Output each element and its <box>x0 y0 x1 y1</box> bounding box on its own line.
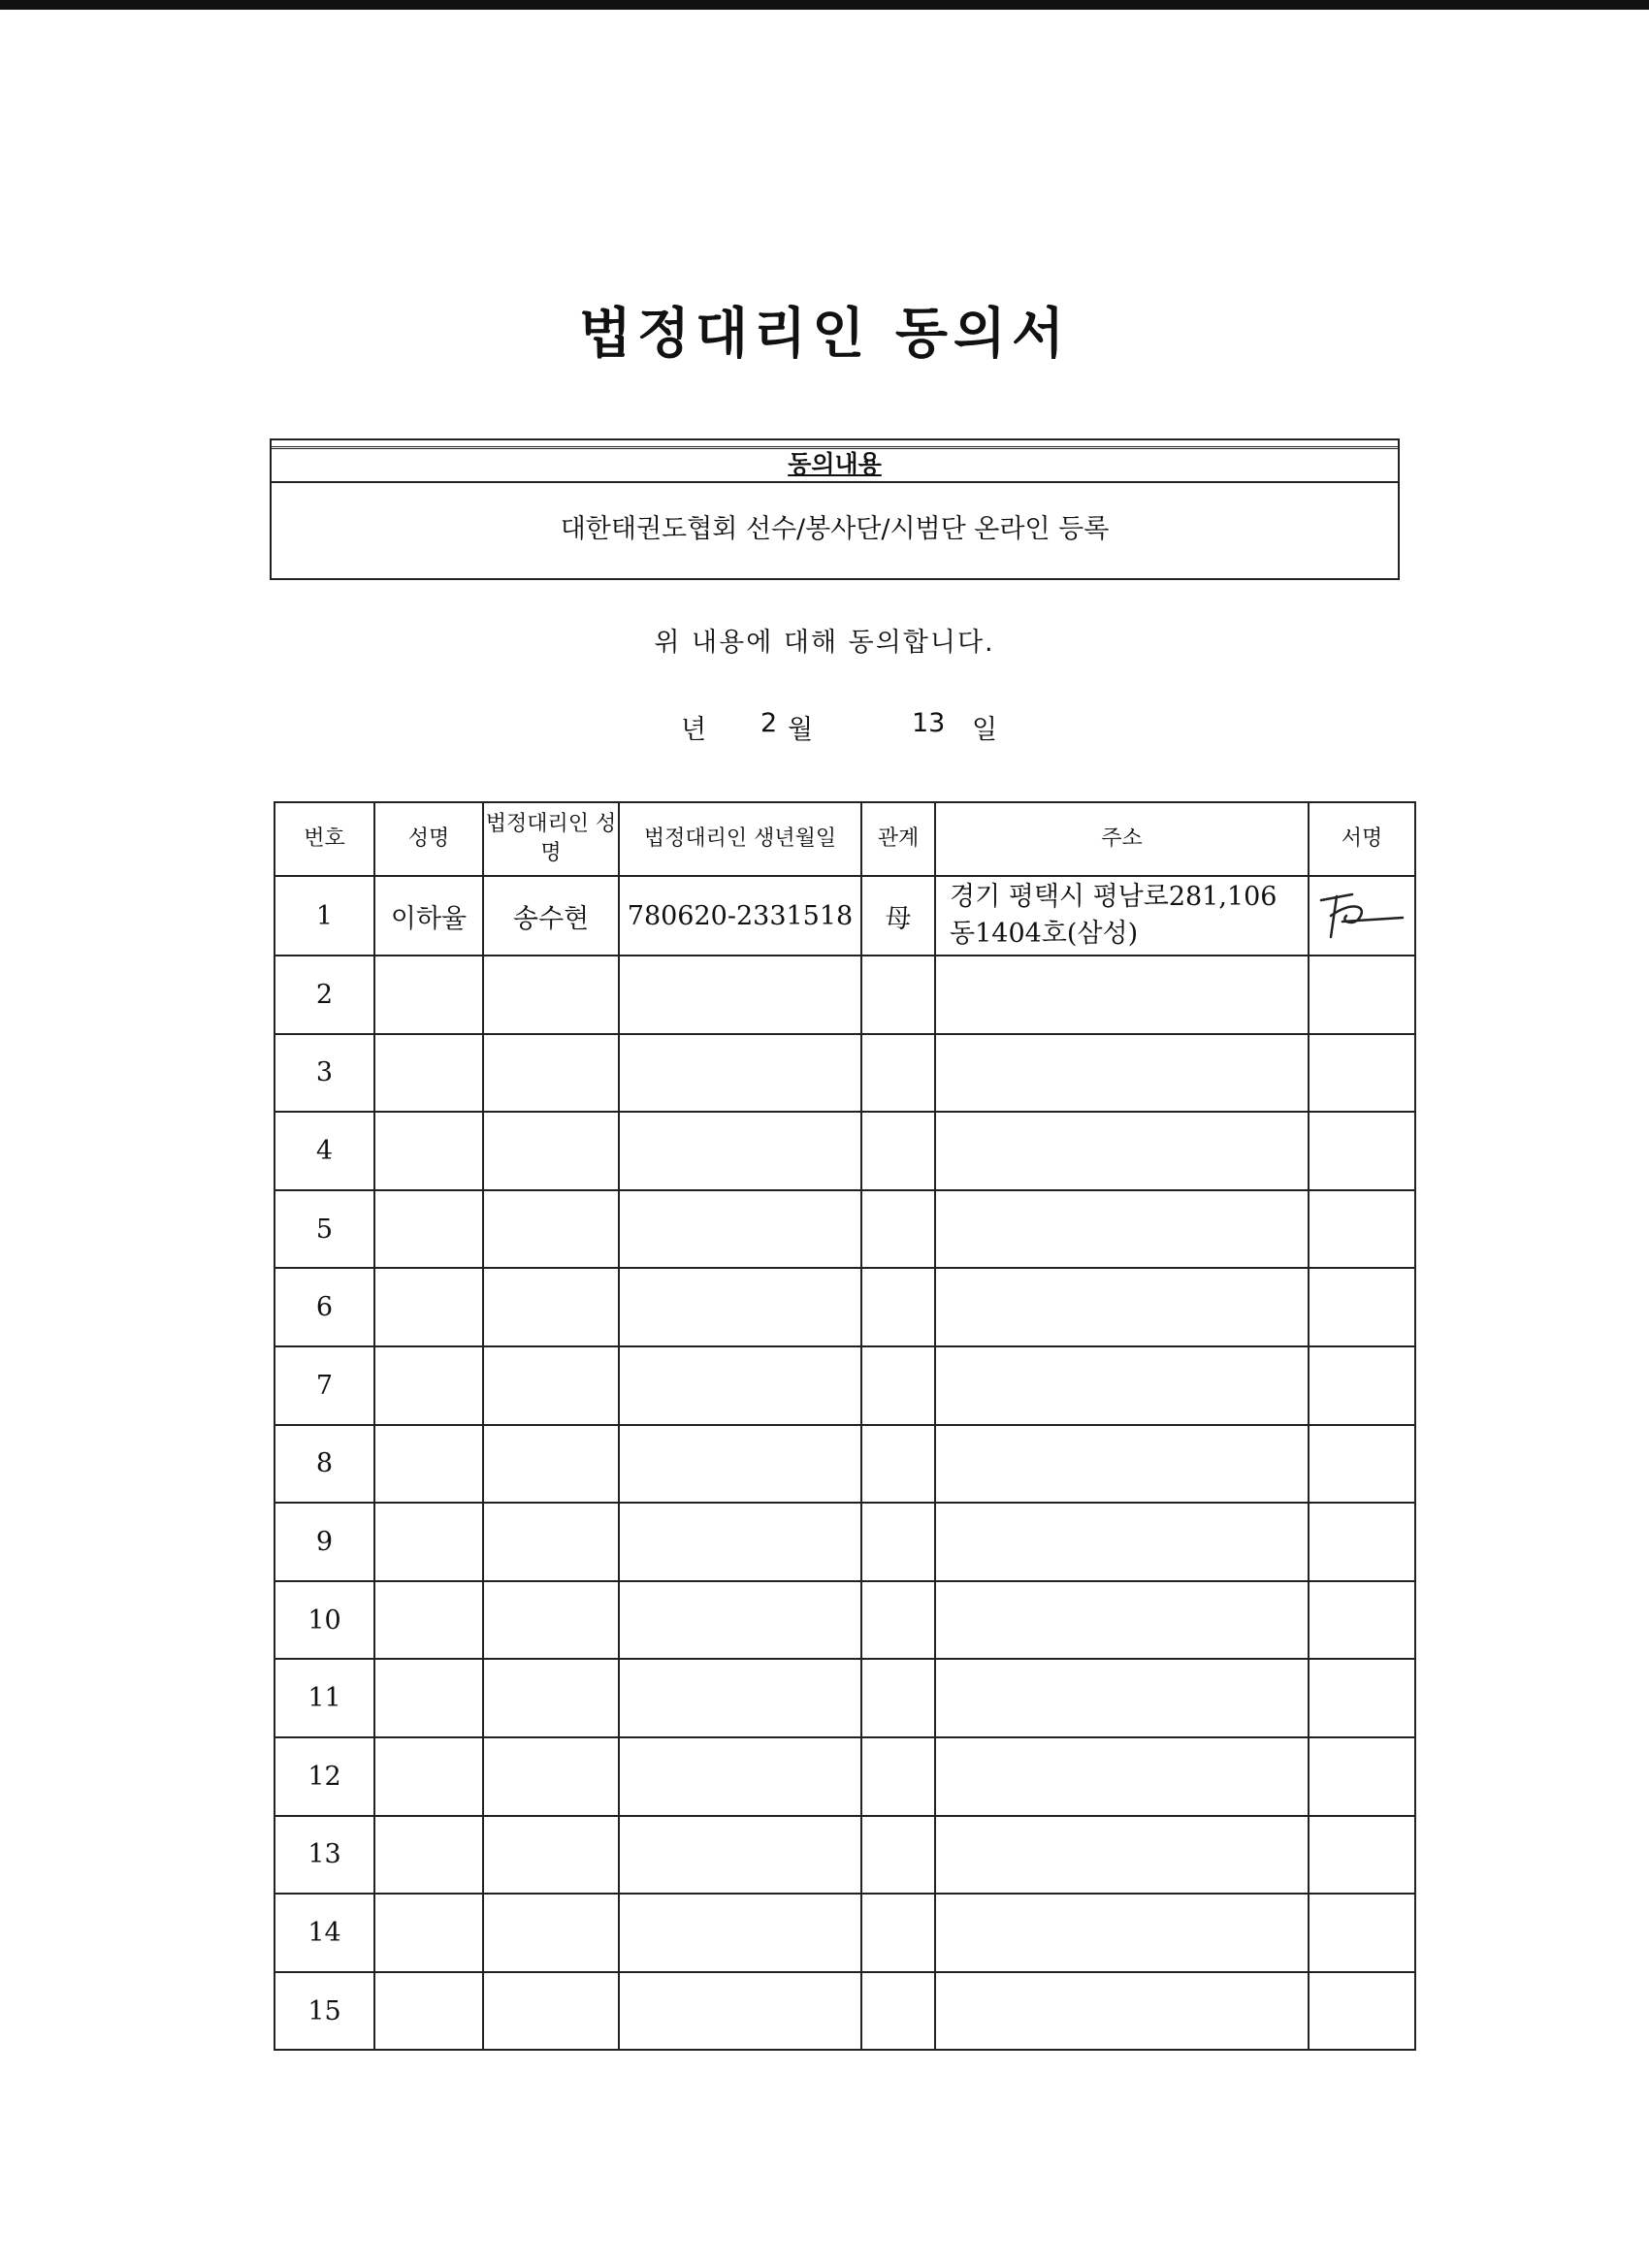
cell-address <box>935 1816 1309 1895</box>
header-guardian-name: 법정대리인 성명 <box>483 802 619 876</box>
cell-guardian-birth <box>619 1503 861 1581</box>
cell-guardian-birth <box>619 1268 861 1346</box>
header-address: 주소 <box>935 802 1309 876</box>
cell-guardian-name <box>483 1737 619 1816</box>
document-title: 법정대리인 동의서 <box>578 303 1071 366</box>
cell-guardian-name <box>483 1268 619 1346</box>
table-row <box>275 1894 1415 1972</box>
cell-relation <box>861 1268 935 1346</box>
table-row <box>275 1190 1415 1269</box>
table-row <box>275 1503 1415 1581</box>
cell-guardian-birth: 780620-2331518 <box>619 876 861 956</box>
cell-signature <box>1309 1190 1415 1269</box>
cell-name <box>374 1190 483 1269</box>
table-row <box>275 956 1415 1034</box>
cell-no: 13 <box>275 1816 374 1895</box>
cell-address <box>935 1972 1309 2051</box>
table-row <box>275 1268 1415 1346</box>
consent-heading: 동의내용 <box>272 446 1398 483</box>
cell-signature <box>1309 1894 1415 1972</box>
date-month-value: 2 <box>760 708 778 738</box>
cell-signature <box>1309 1659 1415 1737</box>
cell-no: 15 <box>275 1972 374 2051</box>
cell-guardian-name <box>483 1581 619 1660</box>
header-no: 번호 <box>275 802 374 876</box>
cell-name <box>374 1659 483 1737</box>
cell-no: 12 <box>275 1737 374 1816</box>
cell-signature <box>1309 876 1415 956</box>
cell-guardian-name <box>483 1034 619 1113</box>
date-month-label: 월 <box>788 715 814 745</box>
cell-signature <box>1309 1503 1415 1581</box>
cell-relation <box>861 1425 935 1504</box>
cell-relation <box>861 1737 935 1816</box>
cell-guardian-birth <box>619 1972 861 2051</box>
cell-relation <box>861 1816 935 1895</box>
cell-name <box>374 1425 483 1504</box>
cell-address <box>935 1503 1309 1581</box>
cell-guardian-name <box>483 1972 619 2051</box>
cell-guardian-name <box>483 1425 619 1504</box>
signature-mark <box>1313 887 1410 945</box>
registration-table <box>274 801 1416 2051</box>
cell-guardian-name <box>483 1894 619 1972</box>
cell-no: 1 <box>275 876 374 956</box>
cell-name <box>374 1737 483 1816</box>
cell-no: 9 <box>275 1503 374 1581</box>
cell-guardian-name <box>483 1190 619 1269</box>
cell-guardian-name <box>483 956 619 1034</box>
cell-guardian-birth <box>619 1190 861 1269</box>
cell-no: 11 <box>275 1659 374 1737</box>
cell-address <box>935 1346 1309 1425</box>
cell-name <box>374 1268 483 1346</box>
table-row <box>275 1425 1415 1504</box>
cell-guardian-birth <box>619 956 861 1034</box>
cell-no: 7 <box>275 1346 374 1425</box>
cell-address <box>935 1894 1309 1972</box>
agree-statement: 위 내용에 대해 동의합니다. <box>654 628 995 658</box>
cell-signature <box>1309 1972 1415 2051</box>
cell-no: 2 <box>275 956 374 1034</box>
cell-name <box>374 1972 483 2051</box>
header-relation: 관계 <box>861 802 935 876</box>
table-row <box>275 876 1415 956</box>
cell-relation <box>861 1034 935 1113</box>
table-row <box>275 1112 1415 1190</box>
cell-name <box>374 1112 483 1190</box>
cell-no: 3 <box>275 1034 374 1113</box>
cell-address <box>935 1190 1309 1269</box>
cell-guardian-birth <box>619 1112 861 1190</box>
cell-guardian-name <box>483 1659 619 1737</box>
table-row <box>275 1816 1415 1895</box>
cell-guardian-birth <box>619 1346 861 1425</box>
cell-name: 이하율 <box>374 876 483 956</box>
cell-address <box>935 1112 1309 1190</box>
cell-relation <box>861 1894 935 1972</box>
cell-guardian-birth <box>619 1816 861 1895</box>
cell-guardian-birth <box>619 1425 861 1504</box>
cell-guardian-name <box>483 1112 619 1190</box>
cell-signature <box>1309 1268 1415 1346</box>
cell-relation <box>861 1346 935 1425</box>
cell-guardian-birth <box>619 1894 861 1972</box>
cell-guardian-name: 송수현 <box>483 876 619 956</box>
date-day-value: 13 <box>912 708 946 738</box>
cell-name <box>374 1894 483 1972</box>
cell-name <box>374 1034 483 1113</box>
cell-no: 5 <box>275 1190 374 1269</box>
table-header-row <box>275 802 1415 876</box>
table-row <box>275 1346 1415 1425</box>
date-year-label: 년 <box>681 715 707 745</box>
cell-relation <box>861 1190 935 1269</box>
cell-guardian-birth <box>619 1581 861 1660</box>
cell-signature <box>1309 1425 1415 1504</box>
cell-signature <box>1309 1034 1415 1113</box>
cell-guardian-name <box>483 1816 619 1895</box>
consent-box <box>270 438 1400 580</box>
table-row <box>275 1581 1415 1660</box>
cell-no: 4 <box>275 1112 374 1190</box>
cell-address <box>935 1581 1309 1660</box>
cell-address <box>935 956 1309 1034</box>
cell-address <box>935 1425 1309 1504</box>
cell-guardian-birth <box>619 1659 861 1737</box>
cell-address <box>935 1268 1309 1346</box>
cell-relation <box>861 956 935 1034</box>
cell-no: 14 <box>275 1894 374 1972</box>
cell-address <box>935 1659 1309 1737</box>
cell-name <box>374 1503 483 1581</box>
cell-signature <box>1309 1346 1415 1425</box>
table-row <box>275 1659 1415 1737</box>
header-signature: 서명 <box>1309 802 1415 876</box>
cell-no: 6 <box>275 1268 374 1346</box>
cell-relation <box>861 1581 935 1660</box>
cell-address <box>935 1737 1309 1816</box>
cell-signature <box>1309 1112 1415 1190</box>
cell-address: 경기 평택시 평남로281,106 동1404호(삼성) <box>935 876 1309 956</box>
cell-name <box>374 1581 483 1660</box>
cell-guardian-name <box>483 1346 619 1425</box>
consent-body: 대한태권도협회 선수/봉사단/시범단 온라인 등록 <box>560 514 1110 544</box>
cell-signature <box>1309 1581 1415 1660</box>
cell-no: 10 <box>275 1581 374 1660</box>
cell-guardian-birth <box>619 1034 861 1113</box>
date-day-label: 일 <box>972 715 998 745</box>
cell-name <box>374 1346 483 1425</box>
header-name: 성명 <box>374 802 483 876</box>
cell-relation <box>861 1659 935 1737</box>
table-row <box>275 1034 1415 1113</box>
cell-name <box>374 956 483 1034</box>
header-guardian-birth: 법정대리인 생년월일 <box>619 802 861 876</box>
table-row <box>275 1737 1415 1816</box>
table-row <box>275 1972 1415 2051</box>
scan-top-edge <box>0 0 1649 10</box>
cell-relation <box>861 1112 935 1190</box>
cell-guardian-birth <box>619 1737 861 1816</box>
cell-relation: 母 <box>861 876 935 956</box>
cell-address <box>935 1034 1309 1113</box>
cell-guardian-name <box>483 1503 619 1581</box>
cell-no: 8 <box>275 1425 374 1504</box>
cell-name <box>374 1816 483 1895</box>
cell-signature <box>1309 956 1415 1034</box>
cell-signature <box>1309 1737 1415 1816</box>
cell-relation <box>861 1972 935 2051</box>
cell-relation <box>861 1503 935 1581</box>
cell-signature <box>1309 1816 1415 1895</box>
